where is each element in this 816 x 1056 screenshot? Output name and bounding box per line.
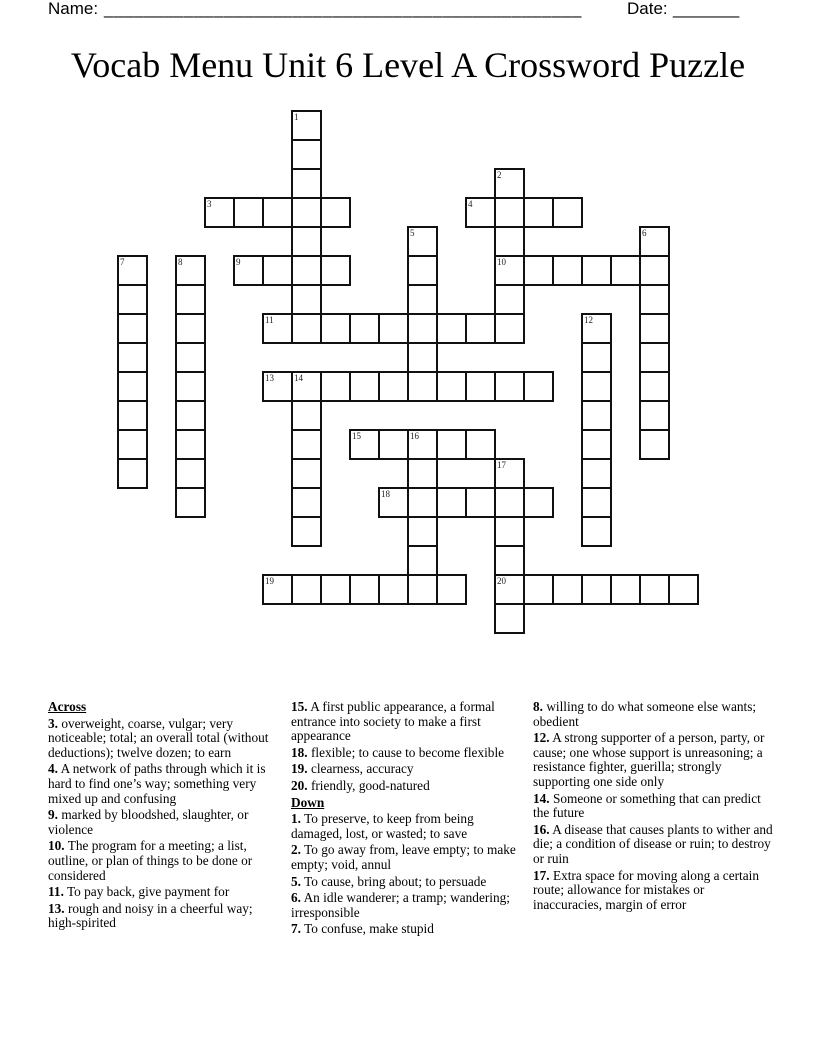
grid-cell[interactable] (407, 284, 438, 315)
grid-cell[interactable] (204, 197, 235, 228)
grid-cell[interactable] (291, 487, 322, 518)
grid-cell[interactable] (291, 371, 322, 402)
grid-cell[interactable] (407, 429, 438, 460)
grid-cell[interactable] (639, 313, 670, 344)
grid-cell[interactable] (610, 574, 641, 605)
grid-cell[interactable] (262, 371, 293, 402)
grid-cell[interactable] (407, 226, 438, 257)
clue-number: 2 (497, 170, 502, 180)
grid-cell[interactable] (291, 139, 322, 170)
clue-number: 19 (265, 576, 274, 586)
grid-cell[interactable] (117, 342, 148, 373)
grid-cell[interactable] (494, 313, 525, 344)
clue-across-3: 3. overweight, coarse, vulgar; very noticeable; total; an overall total (without deductions); twelve dozen; to earn (48, 715, 269, 760)
grid-cell[interactable] (320, 574, 351, 605)
grid-cell[interactable] (581, 574, 612, 605)
grid-cell[interactable] (175, 487, 206, 518)
grid-cell[interactable] (523, 574, 554, 605)
grid-cell[interactable] (494, 458, 525, 489)
grid-cell[interactable] (320, 255, 351, 286)
grid-cell[interactable] (581, 342, 612, 373)
clue-number: 7 (120, 257, 125, 267)
grid-cell[interactable] (494, 168, 525, 199)
clues-column-3 (533, 700, 773, 914)
clue-number: 18 (381, 489, 390, 499)
grid-cell[interactable] (320, 371, 351, 402)
clue-across-9: 9. marked by bloodshed, slaughter, or violence (48, 807, 249, 837)
grid-cell[interactable] (581, 516, 612, 547)
clue-number: 10 (497, 257, 506, 267)
grid-cell[interactable] (552, 255, 583, 286)
grid-cell[interactable] (407, 487, 438, 518)
clue-down-12: 12. A strong supporter of a person, party, or cause; one whose support is unreasoning; a resistance fighter, guerilla; strongly supporting one side only (533, 730, 765, 789)
grid-cell[interactable] (581, 400, 612, 431)
clue-down-7: 7. To confuse, make stupid (291, 921, 434, 937)
grid-cell[interactable] (639, 284, 670, 315)
grid-cell[interactable] (581, 458, 612, 489)
grid-cell[interactable] (175, 400, 206, 431)
grid-cell[interactable] (552, 197, 583, 228)
clue-down-14: 14. Someone or something that can predict the future (533, 790, 761, 821)
grid-cell[interactable] (117, 313, 148, 344)
clue-across-18: 18. flexible; to cause to become flexible (291, 744, 505, 760)
clue-across-10: 10. The program for a meeting; a list, outline, or plan of things to be done or considered (48, 838, 253, 883)
grid-cell[interactable] (378, 574, 409, 605)
grid-cell[interactable] (175, 458, 206, 489)
grid-cell[interactable] (175, 429, 206, 460)
grid-cell[interactable] (291, 110, 322, 141)
grid-cell[interactable] (465, 313, 496, 344)
grid-cell[interactable] (175, 371, 206, 402)
clue-down-6: 6. An idle wanderer; a tramp; wandering; irresponsible (291, 890, 510, 920)
grid-cell[interactable] (610, 255, 641, 286)
grid-cell[interactable] (378, 429, 409, 460)
grid-cell[interactable] (262, 574, 293, 605)
clue-down-17: 17. Extra space for moving along a certain route; allowance for mistakes or inaccuracies, margin of error (533, 867, 759, 912)
grid-cell[interactable] (117, 255, 148, 286)
clue-number: 6 (642, 228, 647, 238)
grid-cell[interactable] (291, 574, 322, 605)
grid-cell[interactable] (494, 226, 525, 257)
clue-down-8: 8. willing to do what someone else wants; obedient (533, 699, 757, 729)
grid-cell[interactable] (639, 574, 670, 605)
grid-cell[interactable] (233, 197, 264, 228)
clue-across-20: 20. friendly, good-natured (291, 777, 430, 793)
grid-cell[interactable] (436, 574, 467, 605)
down-heading: Down (291, 794, 325, 810)
grid-cell[interactable] (494, 574, 525, 605)
grid-cell[interactable] (117, 429, 148, 460)
clue-number: 11 (265, 315, 274, 325)
grid-cell[interactable] (291, 226, 322, 257)
grid-cell[interactable] (291, 255, 322, 286)
grid-cell[interactable] (639, 342, 670, 373)
grid-cell[interactable] (291, 429, 322, 460)
grid-cell[interactable] (494, 487, 525, 518)
clue-number: 17 (497, 460, 506, 470)
grid-cell[interactable] (291, 168, 322, 199)
clue-number: 8 (178, 257, 183, 267)
clue-number: 12 (584, 315, 593, 325)
grid-cell[interactable] (494, 284, 525, 315)
clue-down-1: 1. To preserve, to keep from being damaged, lost, or wasted; to save (291, 811, 474, 841)
grid-cell[interactable] (407, 255, 438, 286)
grid-cell[interactable] (494, 545, 525, 576)
grid-cell[interactable] (639, 255, 670, 286)
clue-number: 20 (497, 576, 506, 586)
grid-cell[interactable] (291, 400, 322, 431)
clue-across-19: 19. clearness, accuracy (291, 761, 414, 777)
grid-cell[interactable] (552, 574, 583, 605)
clue-number: 3 (207, 199, 212, 209)
clue-number: 4 (468, 199, 473, 209)
grid-cell[interactable] (581, 487, 612, 518)
grid-cell[interactable] (436, 487, 467, 518)
grid-cell[interactable] (407, 516, 438, 547)
grid-cell[interactable] (668, 574, 699, 605)
across-heading: Across (48, 699, 87, 714)
grid-cell[interactable] (291, 313, 322, 344)
clue-number: 1 (294, 112, 299, 122)
grid-cell[interactable] (175, 313, 206, 344)
grid-cell[interactable] (581, 313, 612, 344)
grid-cell[interactable] (436, 429, 467, 460)
grid-cell[interactable] (494, 516, 525, 547)
grid-cell[interactable] (639, 429, 670, 460)
date-blank[interactable]: _______ (673, 0, 740, 18)
grid-cell[interactable] (494, 371, 525, 402)
clues-column-1 (48, 700, 280, 933)
grid-cell[interactable] (581, 429, 612, 460)
grid-cell[interactable] (494, 255, 525, 286)
clue-number: 15 (352, 431, 361, 441)
grid-cell[interactable] (291, 284, 322, 315)
grid-cell[interactable] (320, 313, 351, 344)
grid-cell[interactable] (349, 313, 380, 344)
clue-number: 14 (294, 373, 303, 383)
grid-cell[interactable] (494, 197, 525, 228)
grid-cell[interactable] (523, 197, 554, 228)
grid-cell[interactable] (639, 371, 670, 402)
name-label: Name: (48, 0, 103, 18)
grid-cell[interactable] (436, 313, 467, 344)
date-label: Date: (627, 0, 673, 18)
grid-cell[interactable] (233, 255, 264, 286)
grid-cell[interactable] (291, 516, 322, 547)
grid-cell[interactable] (407, 342, 438, 373)
grid-cell[interactable] (175, 284, 206, 315)
grid-cell[interactable] (407, 371, 438, 402)
grid-cell[interactable] (320, 197, 351, 228)
clue-across-4: 4. A network of paths through which it is hard to find one’s way; something very mixed up and confusing (48, 761, 266, 806)
clues-column-2 (291, 700, 523, 939)
grid-cell[interactable] (349, 429, 380, 460)
grid-cell[interactable] (581, 255, 612, 286)
grid-cell[interactable] (465, 371, 496, 402)
grid-cell[interactable] (465, 197, 496, 228)
grid-cell[interactable] (175, 255, 206, 286)
grid-cell[interactable] (175, 342, 206, 373)
clue-across-11: 11. To pay back, give payment for (48, 884, 230, 900)
grid-cell[interactable] (117, 458, 148, 489)
clue-down-5: 5. To cause, bring about; to persuade (291, 873, 487, 889)
grid-cell[interactable] (117, 284, 148, 315)
clue-down-16: 16. A disease that causes plants to wither and die; a condition of disease or ruin; to destroy or ruin (533, 821, 773, 866)
grid-cell[interactable] (291, 458, 322, 489)
clue-across-13: 13. rough and noisy in a cheerful way; high-spirited (48, 900, 253, 931)
grid-cell[interactable] (117, 371, 148, 402)
clue-number: 13 (265, 373, 274, 383)
grid-cell[interactable] (262, 313, 293, 344)
grid-cell[interactable] (523, 371, 554, 402)
clue-down-2: 2. To go away from, leave empty; to make empty; void, annul (291, 842, 516, 872)
clue-across-15: 15. A first public appearance, a formal entrance into society to make a first appearance (291, 699, 495, 744)
grid-cell[interactable] (407, 574, 438, 605)
grid-cell[interactable] (581, 371, 612, 402)
grid-cell[interactable] (407, 458, 438, 489)
grid-cell[interactable] (262, 197, 293, 228)
name-blank[interactable]: ________________________________________________ (104, 0, 582, 18)
grid-cell[interactable] (378, 487, 409, 518)
grid-cell[interactable] (639, 400, 670, 431)
grid-cell[interactable] (291, 197, 322, 228)
grid-cell[interactable] (639, 226, 670, 257)
clue-number: 5 (410, 228, 415, 238)
clue-number: 16 (410, 431, 419, 441)
grid-cell[interactable] (262, 255, 293, 286)
page-title: Vocab Menu Unit 6 Level A Crossword Puzzle (70, 45, 746, 85)
grid-cell[interactable] (407, 313, 438, 344)
grid-cell[interactable] (465, 429, 496, 460)
grid-cell[interactable] (523, 255, 554, 286)
grid-cell[interactable] (436, 371, 467, 402)
grid-cell[interactable] (349, 371, 380, 402)
clue-number: 9 (236, 257, 241, 267)
grid-cell[interactable] (523, 487, 554, 518)
grid-cell[interactable] (378, 313, 409, 344)
grid-cell[interactable] (494, 603, 525, 634)
grid-cell[interactable] (407, 545, 438, 576)
grid-cell[interactable] (117, 400, 148, 431)
grid-cell[interactable] (465, 487, 496, 518)
grid-cell[interactable] (378, 371, 409, 402)
grid-cell[interactable] (349, 574, 380, 605)
